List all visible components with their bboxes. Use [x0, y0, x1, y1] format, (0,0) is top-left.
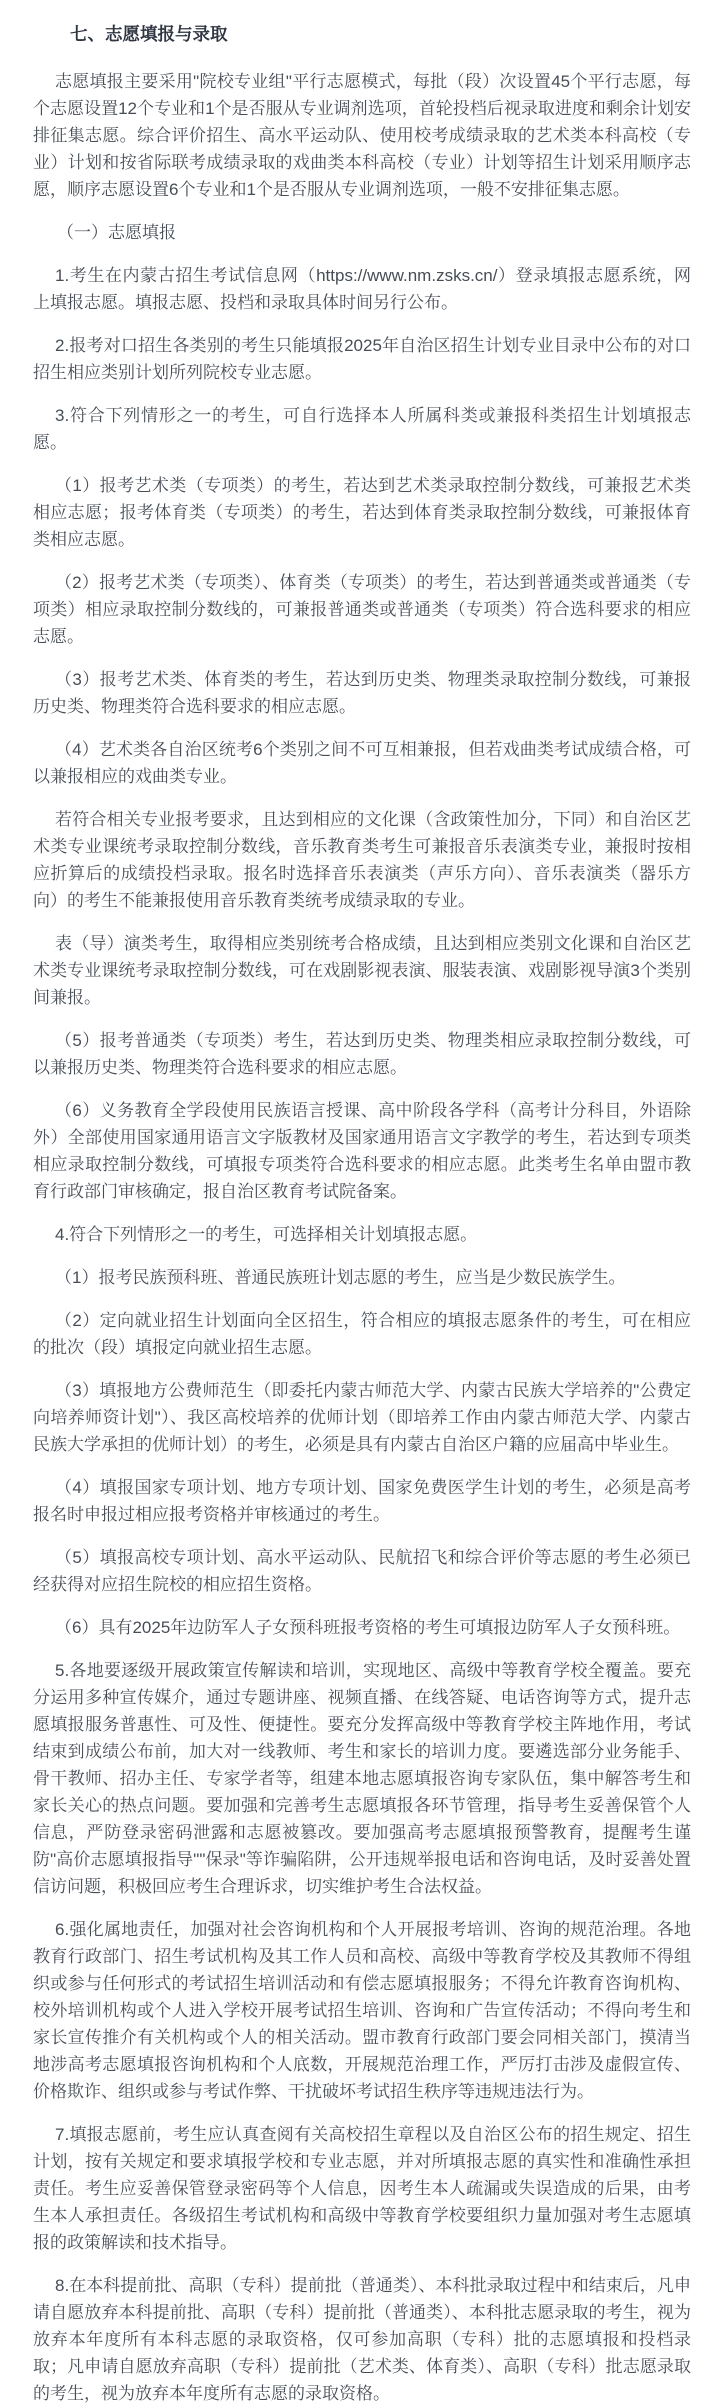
- paragraph: （3）报考艺术类、体育类的考生，若达到历史类、物理类录取控制分数线，可兼报历史类、物理类符合选科要求的相应志愿。: [33, 670, 691, 716]
- paragraph: 6.强化属地责任，加强对社会咨询机构和个人开展报考培训、咨询的规范治理。各地教育行政部门、招生考试机构及其工作人员和高校、高级中等教育学校及其教师不得组织或参与任何形式的考试招生培训活动和有偿志愿填报服务；不得允许教育咨询机构、校外培训机构或个人进入学校开展考试招生培训、咨询和广告宣传活动；不得向考生和家长宣传推介有关机构或个人的相关活动。盟市教育行政部门要会同相关部门，摸清当地涉高考志愿填报咨询机构和个人底数，开展规范治理工作，严厉打击涉及虚假宣传、价格欺诈、组织或参与考试作弊、干扰破坏考试招生秩序等违规违法行为。: [33, 1920, 691, 2101]
- paragraph: 1.考生在内蒙古招生考试信息网（https://www.nm.zsks.cn/）登录填报志愿系统，网上填报志愿。填报志愿、投档和录取具体时间另行公布。: [33, 266, 691, 312]
- paragraph: （1）报考民族预科班、普通民族班计划志愿的考生，应当是少数民族学生。: [55, 1268, 626, 1287]
- paragraph: 2.报考对口招生各类别的考生只能填报2025年自治区招生计划专业目录中公布的对口招生相应类别计划所列院校专业志愿。: [33, 336, 691, 382]
- paragraph: （5）填报高校专项计划、高水平运动队、民航招飞和综合评价等志愿的考生必须已经获得对应招生院校的相应招生资格。: [33, 1548, 691, 1594]
- paragraph: 志愿填报主要采用"院校专业组"平行志愿模式，每批（段）次设置45个平行志愿，每个志愿设置12个专业和1个是否服从专业调剂选项，首轮投档后视录取进度和剩余计划安排征集志愿。综合评价招生、高水平运动队、使用校考成绩录取的艺术类本科高校（专业）计划和按省际联考成绩录取的戏曲类本科高校（专业）计划等招生计划采用顺序志愿，顺序志愿设置6个专业和1个是否服从专业调剂选项，一般不安排征集志愿。: [33, 72, 691, 199]
- paragraph: 表（导）演类考生，取得相应类别统考合格成绩，且达到相应类别文化课和自治区艺术类专业课统考录取控制分数线，可在戏剧影视表演、服装表演、戏剧影视导演3个类别间兼报。: [33, 934, 691, 1007]
- paragraph: 7.填报志愿前，考生应认真查阅有关高校招生章程以及自治区公布的招生规定、招生计划，按有关规定和要求填报学校和专业志愿，并对所填报志愿的真实性和准确性承担责任。考生应妥善保管登录密码等个人信息，因考生本人疏漏或失误造成的后果，由考生本人承担责任。各级招生考试机构和高级中等教育学校要组织力量加强对考生志愿填报的政策解读和技术指导。: [33, 2125, 691, 2252]
- subsection-heading: （一）志愿填报: [57, 223, 176, 242]
- paragraph: 8.在本科提前批、高职（专科）提前批（普通类）、本科批录取过程中和结束后，凡申请自愿放弃本科提前批、高职（专科）提前批（普通类）、本科批志愿录取的考生，视为放弃本年度所有本科志愿的录取资格，仅可参加高职（专科）批的志愿填报和投档录取；凡申请自愿放弃高职（专科）提前批（艺术类、体育类）、高职（专科）批志愿录取的考生，视为放弃本年度所有志愿的录取资格。: [33, 2276, 691, 2403]
- paragraph: （5）报考普通类（专项类）考生，若达到历史类、物理类相应录取控制分数线，可以兼报历史类、物理类符合选科要求的相应志愿。: [33, 1031, 691, 1077]
- paragraph: （4）艺术类各自治区统考6个类别之间不可互相兼报，但若戏曲类考试成绩合格，可以兼报相应的戏曲类专业。: [33, 740, 691, 786]
- paragraph: 4.符合下列情形之一的考生，可选择相关计划填报志愿。: [55, 1225, 478, 1244]
- paragraph: （1）报考艺术类（专项类）的考生，若达到艺术类录取控制分数线，可兼报艺术类相应志愿；报考体育类（专项类）的考生，若达到体育类录取控制分数线，可兼报体育类相应志愿。: [33, 476, 691, 549]
- paragraph: （6）具有2025年边防军人子女预科班报考资格的考生可填报边防军人子女预科班。: [55, 1618, 681, 1637]
- paragraph: （4）填报国家专项计划、地方专项计划、国家免费医学生计划的考生，必须是高考报名时申报过相应报考资格并审核通过的考生。: [33, 1478, 691, 1524]
- paragraph: 3.符合下列情形之一的考生，可自行选择本人所属科类或兼报科类招生计划填报志愿。: [33, 406, 691, 452]
- paragraph: 若符合相关专业报考要求，且达到相应的文化课（含政策性加分，下同）和自治区艺术类专业课统考录取控制分数线，音乐教育类考生可兼报音乐表演类专业，兼报时按相应折算后的成绩投档录取。报名时选择音乐表演类（声乐方向）、音乐表演类（器乐方向）的考生不能兼报使用音乐教育类统考成绩录取的专业。: [33, 810, 691, 910]
- paragraph: （2）定向就业招生计划面向全区招生，符合相应的填报志愿条件的考生，可在相应的批次（段）填报定向就业招生志愿。: [33, 1311, 691, 1357]
- section-heading: 七、志愿填报与录取: [70, 24, 228, 44]
- paragraph: （3）填报地方公费师范生（即委托内蒙古师范大学、内蒙古民族大学培养的"公费定向培养师资计划"）、我区高校培养的优师计划（即培养工作由内蒙古师范大学、内蒙古民族大学承担的优师计划）的考生，必须是具有内蒙古自治区户籍的应届高中毕业生。: [33, 1381, 691, 1454]
- paragraph: （6）义务教育全学段使用民族语言授课、高中阶段各学科（高考计分科目，外语除外）全部使用国家通用语言文字版教材及国家通用语言文字教学的考生，若达到专项类相应录取控制分数线，可填报专项类符合选科要求的相应志愿。此类考生名单由盟市教育行政部门审核确定，报自治区教育考试院备案。: [33, 1101, 691, 1201]
- paragraph: （2）报考艺术类（专项类）、体育类（专项类）的考生，若达到普通类或普通类（专项类）相应录取控制分数线的，可兼报普通类或普通类（专项类）符合选科要求的相应志愿。: [33, 573, 691, 646]
- paragraph: 5.各地要逐级开展政策宣传解读和培训，实现地区、高级中等教育学校全覆盖。要充分运用多种宣传媒介，通过专题讲座、视频直播、在线答疑、电话咨询等方式，提升志愿填报服务普惠性、可及性、便捷性。要充分发挥高级中等教育学校主阵地作用，考试结束到成绩公布前，加大对一线教师、考生和家长的培训力度。要遴选部分业务能手、骨干教师、招办主任、专家学者等，组建本地志愿填报咨询专家队伍，集中解答考生和家长关心的热点问题。要加强和完善考生志愿填报各环节管理，指导考生妥善保管个人信息，严防登录密码泄露和志愿被篡改。要加强高考志愿填报预警教育，提醒考生谨防"高价志愿填报指导""保录"等诈骗陷阱，公开违规举报电话和咨询电话，及时妥善处置信访问题，积极回应考生合理诉求，切实维护考生合法权益。: [33, 1661, 691, 1896]
